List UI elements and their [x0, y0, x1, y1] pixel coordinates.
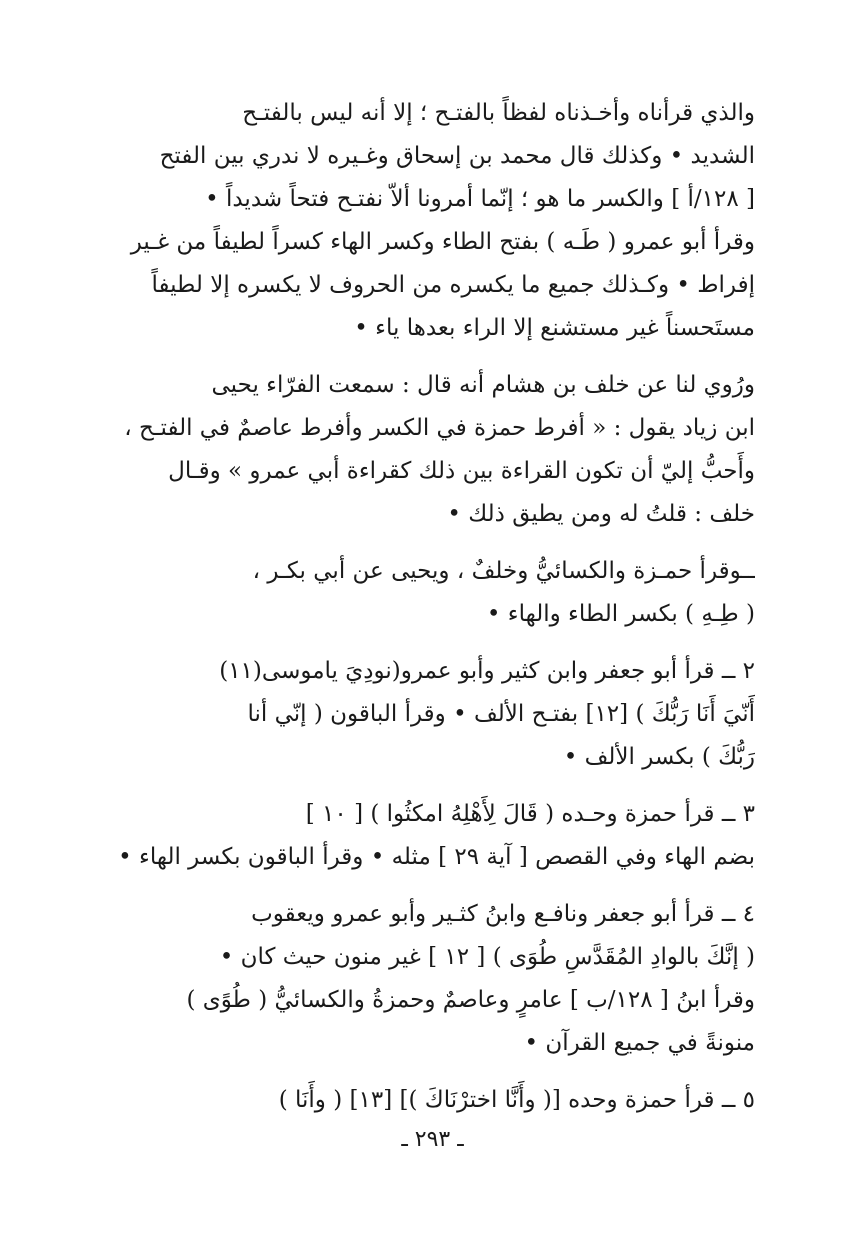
text-line: الشديد • وكذلك قال محمد بن إسحاق وغـيره لا ندري بين الفتح: [159, 143, 755, 169]
paragraph-7: [95, 1079, 755, 1122]
text-line: ( طِـهِ ) بكسر الطاء والهاء •: [486, 601, 755, 627]
paragraph-1: [95, 92, 755, 350]
text-line: ٤ ــ قرأ أبو جعفر ونافـع وابنُ كثـير وأبو عمرو ويعقوب: [251, 901, 755, 927]
page-number: ـ ٢٩٣ ـ: [401, 1127, 464, 1152]
text-line: والذي قرأناه وأخـذناه لفظاً بالفتـح ؛ إلا أنه ليس بالفتـح: [242, 100, 755, 126]
text-line: ورُوي لنا عن خلف بن هشام أنه قال : سمعت الفرّاء يحيى: [211, 372, 755, 398]
text-line: أَنّيَ أَنَا رَبُّكَ ) [١٢] بفتـح الألف • وقرأ الباقون ( إنّي أنا: [247, 701, 755, 727]
text-line: خلف : قلتُ له ومن يطيق ذلك •: [447, 501, 755, 527]
paragraph-6: [95, 893, 755, 1065]
text-line: وقرأ ابنُ [ ١٢٨/ب ] عامرٍ وعاصمٌ وحمزةُ والكسائيُّ ( طُوًى ): [186, 987, 755, 1013]
paragraph-4: [95, 650, 755, 779]
text-line: مستَحسناً غير مستشنع إلا الراء بعدها ياء •: [354, 315, 755, 341]
text-line: إفراط • وكـذلك جميع ما يكسره من الحروف لا يكسره إلا لطيفاً: [151, 272, 755, 298]
text-line: منونةً في جميع القرآن •: [524, 1030, 755, 1056]
text-line: ابن زياد يقول : « أفرط حمزة في الكسر وأفرط عاصمٌ في الفتـح ،: [124, 415, 755, 441]
paragraph-2: [95, 364, 755, 536]
text-line: رَبُّكَ ) بكسر الألف •: [563, 744, 755, 770]
page-body: [95, 92, 755, 1122]
text-line: [ ١٢٨/أ ] والكسر ما هو ؛ إنّما أمرونا ألاّ نفتـح فتحاً شديداً •: [205, 186, 755, 212]
text-line: ( إنَّكَ بالوادِ المُقَدَّسِ طُوَى ) [ ١٢ ] غير منون حيث كان •: [219, 944, 755, 970]
paragraph-5: [95, 793, 755, 879]
text-line: بضم الهاء وفي القصص [ آية ٢٩ ] مثله • وقرأ الباقون بكسر الهاء •: [118, 844, 755, 870]
text-line: ٥ ــ قرأ حمزة وحده [( وأَنَّا اخترْنَاكَ )] [١٣] ( وأَنَا ): [278, 1087, 755, 1113]
paragraph-3: [95, 550, 755, 636]
text-line: ــوقرأ حمـزة والكسائيُّ وخلفٌ ، ويحيى عن أبي بكـر ،: [252, 558, 755, 584]
text-line: وأَحبُّ إليّ أن تكون القراءة بين ذلك كقراءة أبي عمرو » وقـال: [168, 458, 755, 484]
text-line: وقرأ أبو عمرو ( طَـه ) بفتح الطاء وكسر الهاء كسراً لطيفاً من غـير: [130, 229, 755, 255]
text-line: ٢ ــ قرأ أبو جعفر وابن كثير وأبو عمرو(نودِيَ ياموسى(١١): [219, 658, 755, 684]
text-line: ٣ ــ قرأ حمزة وحـده ( قَالَ لِأَهْلِهُ امكثُوا ) [ ١٠ ]: [305, 801, 755, 827]
